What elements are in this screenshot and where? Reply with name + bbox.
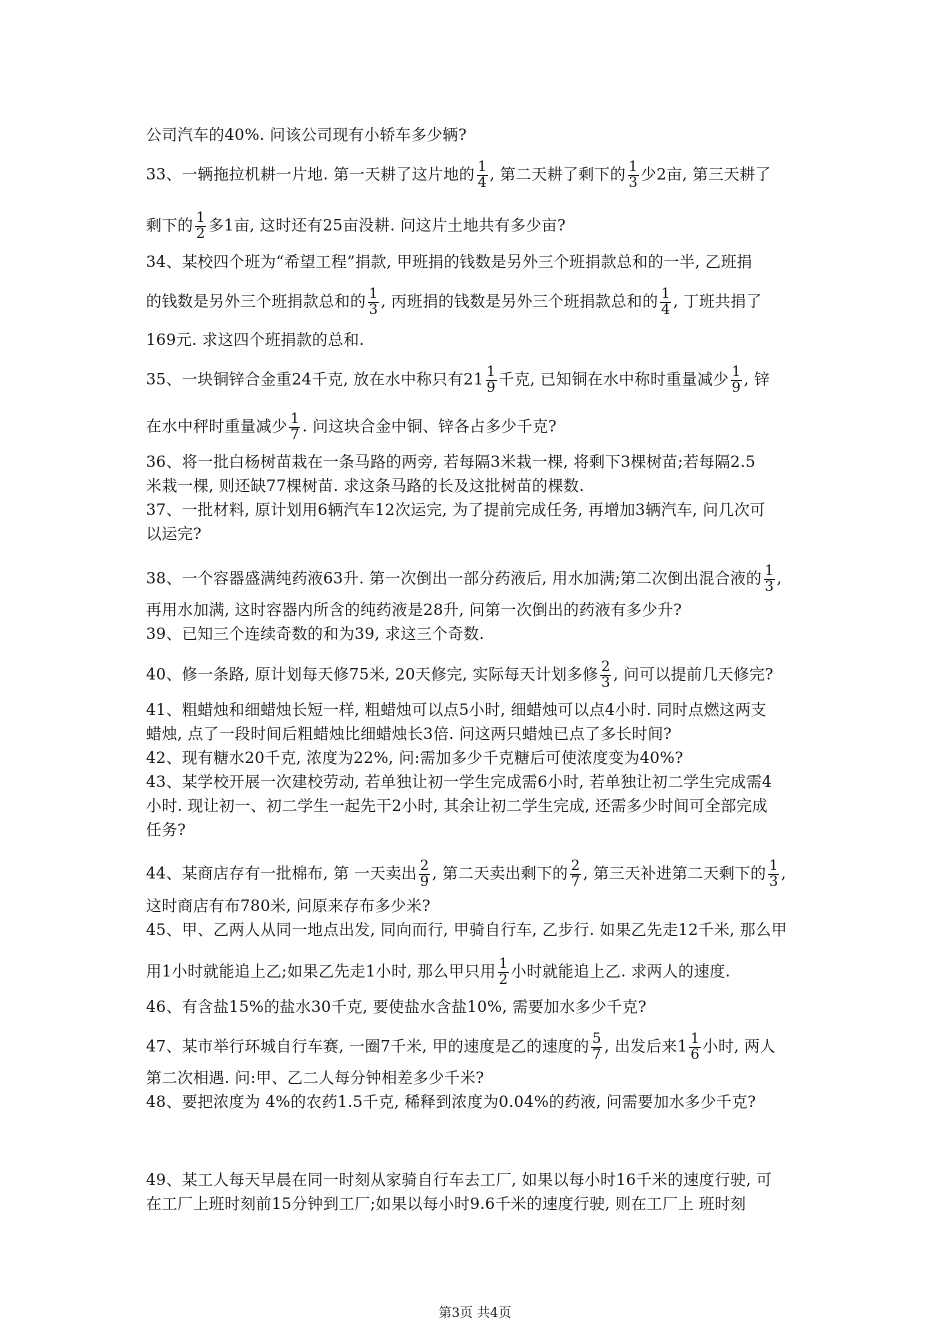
fraction-1-2: $\frac{1}{2}$ [196, 210, 206, 242]
fraction-1-3: $\frac{1}{3}$ [769, 858, 779, 890]
question-35-line-2: 在水中秤时重量减少 $\frac{1}{7}$ . 问这块合金中铜、锌各占多少千克? [146, 411, 557, 443]
fraction-2-9: $\frac{2}{9}$ [420, 858, 430, 890]
fraction-1-2: $\frac{1}{2}$ [498, 956, 508, 988]
fraction-1-9: $\frac{1}{9}$ [731, 364, 741, 396]
question-33-line-2: 剩下的 $\frac{1}{2}$ 多1亩, 这时还有25亩没耕. 问这片土地共有多少亩? [146, 210, 566, 242]
question-35-line-1: 35、一块铜锌合金重24千克, 放在水中称只有21 $\frac{1}{9}$ 千克, 已知铜在水中称时重量减少 $\frac{1}{9}$ , 锌 [146, 364, 770, 396]
question-38-line-1: 38、一个容器盛满纯药液63升. 第一次倒出一部分药液后, 用水加满;第二次倒出混合液的 $\frac{1}{3}$ , [146, 563, 782, 595]
question-49-line-1: 49、某工人每天早晨在同一时刻从家骑自行车去工厂, 如果以每小时16千米的速度行驶, 可 [146, 1171, 772, 1189]
fraction-5-7: $\frac{5}{7}$ [592, 1031, 602, 1063]
question-47-line-2: 第二次相遇. 问:甲、乙二人每分钟相差多少千米? [146, 1069, 485, 1087]
fraction-1-9: $\frac{1}{9}$ [486, 364, 496, 396]
fraction-1-4: $\frac{1}{4}$ [477, 159, 487, 191]
question-42: 42、现有糖水20千克, 浓度为22%, 问:需加多少千克糖后可使浓度变为40%? [146, 749, 684, 767]
question-46: 46、有含盐15%的盐水30千克, 要使盐水含盐10%, 需要加水多少千克? [146, 998, 647, 1016]
question-36-line-2: 米栽一棵, 则还缺77棵树苗. 求这条马路的长及这批树苗的棵数. [146, 477, 585, 495]
question-34-line-3: 169元. 求这四个班捐款的总和. [146, 331, 365, 349]
question-41-line-2: 蜡烛, 点了一段时间后粗蜡烛比细蜡烛长3倍. 问这两只蜡烛已点了多长时间? [146, 725, 672, 743]
question-43-line-3: 任务? [146, 821, 186, 839]
page-footer: 第3页 共4页 [438, 1306, 512, 1321]
question-45-line-2: 用1小时就能追上乙;如果乙先走1小时, 那么甲只用 $\frac{1}{2}$ 小时就能追上乙. 求两人的速度. [146, 956, 731, 988]
question-44-line-1: 44、某商店存有一批棉布, 第 一天卖出 $\frac{2}{9}$ , 第二天卖出剩下的 $\frac{2}{7}$ , 第三天补进第二天剩下的 $\frac{1}{3}$ , [146, 858, 787, 890]
question-37-line-1: 37、一批材料, 原计划用6辆汽车12次运完, 为了提前完成任务, 再增加3辆汽车, 问几次可 [146, 501, 766, 519]
fraction-2-3: $\frac{2}{3}$ [601, 659, 611, 691]
question-43-line-1: 43、某学校开展一次建校劳动, 若单独让初一学生完成需6小时, 若单独让初二学生完成需4 [146, 773, 772, 791]
question-47-line-1: 47、某市举行环城自行车赛, 一圈7千米, 甲的速度是乙的速度的 $\frac{5}{7}$ , 出发后来1 $\frac{1}{6}$ 小时, 两人 [146, 1031, 776, 1063]
text-line: 公司汽车的40%. 问该公司现有小轿车多少辆? [146, 126, 467, 144]
question-34-line-1: 34、某校四个班为“希望工程”捐款, 甲班捐的钱数是另外三个班捐款总和的一半, 乙班捐 [146, 253, 753, 271]
fraction-2-7: $\frac{2}{7}$ [570, 858, 581, 890]
question-45-line-1: 45、甲、乙两人从同一地点出发, 同向而行, 甲骑自行车, 乙步行. 如果乙先走12千米, 那么甲 [146, 921, 788, 939]
question-49-line-2: 在工厂上班时刻前15分钟到工厂;如果以每小时9.6千米的速度行驶, 则在工厂上 班时刻 [146, 1195, 746, 1213]
question-34-line-2: 的钱数是另外三个班捐款总和的 $\frac{1}{3}$ , 丙班捐的钱数是另外三个班捐款总和的 $\frac{1}{4}$ , 丁班共捐了 [146, 286, 762, 318]
question-33-line-1: 33、一辆拖拉机耕一片地. 第一天耕了这片地的 $\frac{1}{4}$ , 第二天耕了剩下的 $\frac{1}{3}$ 少2亩, 第三天耕了 [146, 159, 771, 191]
fraction-1-3: $\frac{1}{3}$ [628, 159, 638, 191]
question-43-line-2: 小时. 现让初一、初二学生一起先干2小时, 其余让初二学生完成, 还需多少时间可全部完成 [146, 797, 768, 815]
question-36-line-1: 36、将一批白杨树苗栽在一条马路的两旁, 若每隔3米栽一棵, 将剩下3棵树苗;若每隔2.5 [146, 453, 756, 471]
question-44-line-2: 这时商店有布780米, 问原来存布多少米? [146, 897, 431, 915]
question-39: 39、已知三个连续奇数的和为39, 求这三个奇数. [146, 625, 485, 643]
fraction-1-3: $\frac{1}{3}$ [368, 286, 378, 318]
fraction-1-7: $\frac{1}{7}$ [290, 411, 300, 443]
fraction-1-6: $\frac{1}{6}$ [690, 1031, 700, 1063]
fraction-1-3: $\frac{1}{3}$ [764, 563, 774, 595]
fraction-1-4: $\frac{1}{4}$ [661, 286, 671, 318]
question-41-line-1: 41、粗蜡烛和细蜡烛长短一样, 粗蜡烛可以点5小时, 细蜡烛可以点4小时. 同时点燃这两支 [146, 701, 767, 719]
question-38-line-2: 再用水加满, 这时容器内所含的纯药液是28升, 问第一次倒出的药液有多少升? [146, 601, 682, 619]
question-48: 48、要把浓度为 4%的农药1.5千克, 稀释到浓度为0.04%的药液, 问需要加水多少千克? [146, 1093, 757, 1111]
question-37-line-2: 以运完? [146, 525, 202, 543]
question-40: 40、修一条路, 原计划每天修75米, 20天修完, 实际每天计划多修 $\frac{2}{3}$ , 问可以提前几天修完? [146, 659, 774, 691]
